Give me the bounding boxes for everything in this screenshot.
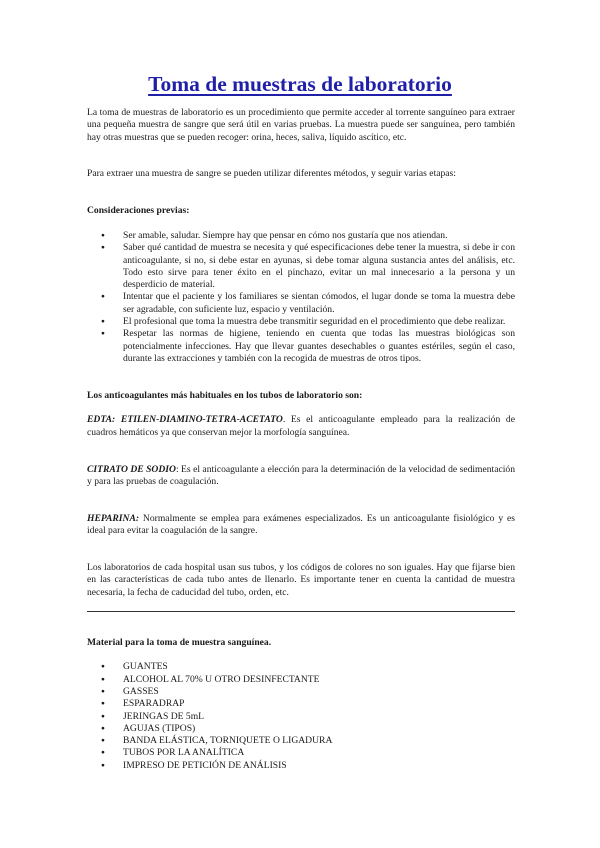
citrato-term: CITRATO DE SODIO: [87, 463, 176, 475]
list-item: ● Respetar las normas de higiene, teniendo en cuenta que todas las muestras biológicas son potencialmente infecciones. Hay que llevar guantes desechables o guantes estériles, según el caso, durante las extracciones y también con la recogida de muestras de otros tipos.: [87, 328, 515, 365]
edta-text: . Es el anticoagulante empleado para la realización de cuadros hemáticos ya que conservan mejor la morfología sanguínea.: [87, 414, 515, 438]
list-item: ● ESPARADRAP: [87, 698, 515, 710]
anticoagulants-heading: Los anticoagulantes más habituales en los tubos de laboratorio son:: [87, 389, 363, 401]
list-item: ● ALCOHOL AL 70% U OTRO DESINFECTANTE: [87, 674, 515, 686]
list-item: ● Ser amable, saludar. Siempre hay que pensar en cómo nos gustaría que nos atiendan.: [87, 230, 515, 242]
page-title: Toma de muestras de laboratorio: [148, 72, 452, 96]
intro-paragraph: La toma de muestras de laboratorio es un procedimiento que permite acceder al torrente sanguíneo para extraer una pequeña muestra de sangre que será útil en varias pruebas. La muestra puede ser sanguínea, pero también hay otras muestras que se pueden recoger: orina, heces, saliva, líquido ascítico, etc.: [87, 107, 515, 143]
edta-term: EDTA: ETILEN-DIAMINO-TETRA-ACETATO: [87, 414, 283, 426]
edta-paragraph: [87, 414, 515, 439]
list-item: ● El profesional que toma la muestra debe transmitir seguridad en el procedimiento que debe realizar.: [87, 316, 515, 328]
list-item: ● BANDA ELÁSTICA, TORNIQUETE O LIGADURA: [87, 735, 515, 747]
heparina-text: Normalmente se emplea para exámenes especializados. Es un anticoagulante fisiológico y es ideal para evitar la coagulación de la sangre.: [87, 512, 515, 537]
heparina-term: HEPARINA:: [87, 512, 140, 524]
labs-note-paragraph: Los laboratorios de cada hospital usan sus tubos, y los códigos de colores no son iguales. Hay que fijarse bien en las características de cada tubo antes de llenarlo. Es importante tener en cuenta la cantidad de muestra necesaria, la fecha de caducidad del tubo, orden, etc.: [87, 561, 515, 598]
methods-paragraph: Para extraer una muestra de sangre se pueden utilizar diferentes métodos, y seguir varias etapas:: [87, 168, 456, 180]
list-item: ● JERINGAS DE 5mL: [87, 711, 515, 723]
material-list: [87, 661, 515, 772]
list-item: ● GUANTES: [87, 661, 515, 673]
list-item: ● TUBOS POR LA ANALÍTICA: [87, 747, 515, 759]
list-item: ● Saber qué cantidad de muestra se necesita y qué especificaciones debe tener la muestra, si debe ir con anticoagulante, si no, si debe estar en ayunas, si debe tomar alguna sustancia antes del análisis, etc. Todo esto sirve para tener éxito en el pinchazo, evitar un mal innecesario a la persona y un desperdicio de material.: [87, 242, 515, 291]
considerations-heading: Consideraciones previas:: [87, 205, 190, 217]
citrato-paragraph: [87, 464, 515, 489]
list-item: ● Intentar que el paciente y los familiares se sientan cómodos, el lugar donde se toma la muestra debe ser agradable, con suficiente luz, espacio y ventilación.: [87, 291, 515, 316]
citrato-text: : Es el anticoagulante a elección para la determinación de la velocidad de sedimentación y para las pruebas de coagulación.: [87, 463, 515, 487]
material-heading: Material para la toma de muestra sanguínea.: [87, 636, 272, 648]
considerations-list: [87, 230, 515, 365]
heparina-paragraph: [87, 513, 515, 538]
document-body: [87, 107, 515, 772]
list-item: ● GASSES: [87, 686, 515, 698]
list-item: ● AGUJAS (TIPOS): [87, 723, 515, 735]
list-item: ● IMPRESO DE PETICIÓN DE ANÁLISIS: [87, 760, 515, 772]
